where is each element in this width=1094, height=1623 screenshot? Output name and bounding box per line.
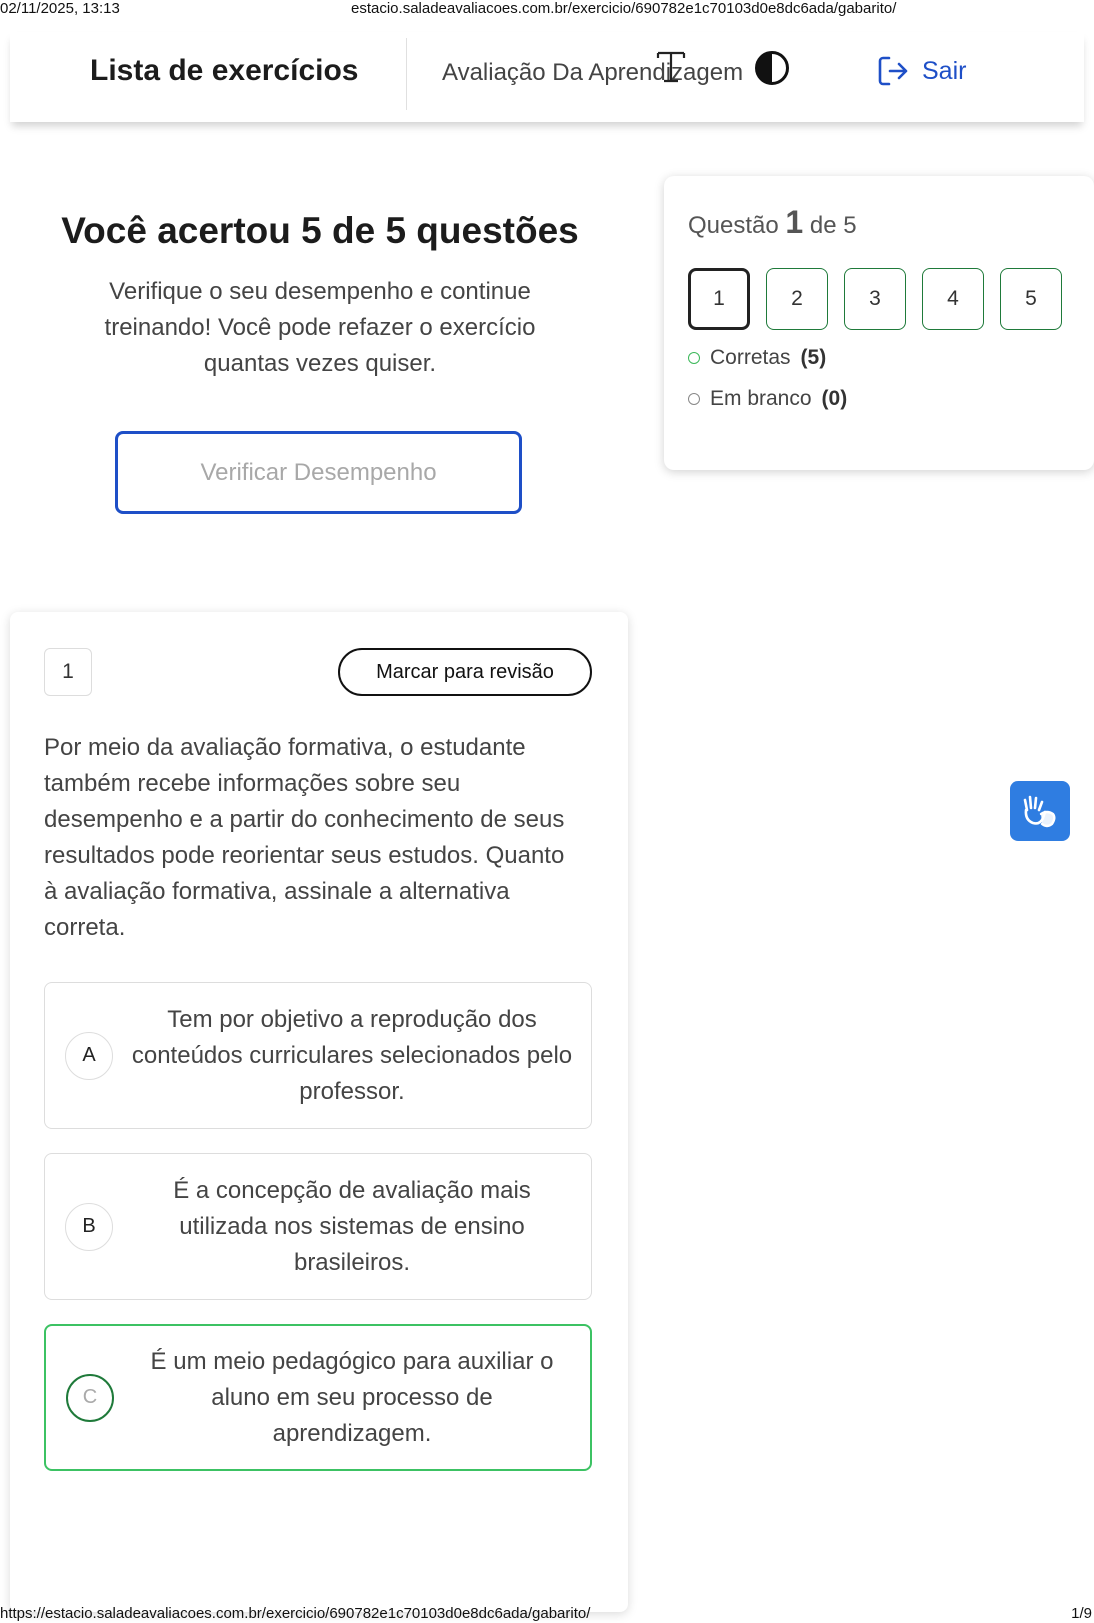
verify-performance-button[interactable]: Verificar Desempenho	[115, 431, 522, 514]
question-number-badge: 1	[44, 648, 92, 696]
result-summary	[40, 210, 600, 382]
result-heading: Você acertou 5 de 5 questões	[61, 210, 579, 251]
question-navigator	[664, 176, 1094, 470]
option-c[interactable]	[44, 1324, 592, 1471]
option-text-a: Tem por objetivo a reprodução dos conteúdos curriculares selecionados pelo professor.	[131, 1005, 573, 1105]
print-url: estacio.saladeavaliacoes.com.br/exercicio/690782e1c70103d0e8dc6ada/gabarito/	[351, 0, 897, 17]
correct-status	[688, 346, 826, 370]
blank-status	[688, 387, 847, 411]
correct-label: Corretas	[710, 346, 791, 369]
question-buttons	[688, 268, 1062, 330]
contrast-icon[interactable]	[754, 50, 790, 86]
correct-dot-icon	[688, 352, 700, 364]
option-text-b: É a concepção de avaliação mais utilizada nos sistemas de ensino brasileiros.	[173, 1176, 531, 1276]
header-divider	[406, 38, 407, 110]
option-letter-c: C	[66, 1374, 114, 1422]
question-button-2[interactable]: 2	[766, 268, 828, 330]
font-size-icon[interactable]	[656, 50, 686, 84]
sign-language-icon	[1021, 792, 1059, 830]
logout-icon	[876, 54, 910, 88]
option-b[interactable]	[44, 1153, 592, 1300]
navigator-label: Questão	[688, 212, 779, 239]
blank-label: Em branco	[710, 387, 812, 410]
blank-dot-icon	[688, 393, 700, 405]
question-button-3[interactable]: 3	[844, 268, 906, 330]
assessment-subtitle: Avaliação Da Aprendizagem	[442, 59, 744, 86]
result-message: Verifique o seu desempenho e continue treinando! Você pode refazer o exercício quantas vezes quiser.	[104, 278, 536, 377]
option-letter-b: B	[65, 1203, 113, 1251]
sign-language-button[interactable]	[1010, 781, 1070, 841]
print-header	[0, 0, 1094, 18]
logout-label: Sair	[922, 56, 967, 85]
print-page-number: 1/9	[1071, 1605, 1092, 1622]
top-bar	[10, 32, 1084, 122]
logout-button[interactable]	[876, 54, 966, 88]
question-card	[10, 612, 628, 1612]
blank-count: (0)	[821, 387, 848, 410]
question-button-1[interactable]: 1	[688, 268, 750, 330]
print-footer-url: https://estacio.saladeavaliacoes.com.br/exercicio/690782e1c70103d0e8dc6ada/gabarito/	[0, 1605, 591, 1622]
print-date: 02/11/2025, 13:13	[0, 0, 120, 17]
question-button-4[interactable]: 4	[922, 268, 984, 330]
question-total: de 5	[809, 212, 857, 239]
navigator-heading	[688, 204, 857, 241]
mark-for-review-button[interactable]: Marcar para revisão	[338, 648, 592, 696]
correct-count: (5)	[800, 346, 827, 369]
option-letter-a: A	[65, 1032, 113, 1080]
print-footer	[0, 1603, 1094, 1623]
option-a[interactable]	[44, 982, 592, 1129]
option-text-c: É um meio pedagógico para auxiliar o aluno em seu processo de aprendizagem.	[150, 1347, 554, 1447]
question-button-5[interactable]: 5	[1000, 268, 1062, 330]
question-statement: Por meio da avaliação formativa, o estudante também recebe informações sobre seu desempenho e a partir do conhecimento de seus resultados pode reorientar seus estudos. Quanto à avaliação formativa, assinale a alternativa correta.	[44, 734, 565, 941]
page-title: Lista de exercícios	[90, 54, 359, 87]
current-question-number: 1	[785, 204, 804, 240]
